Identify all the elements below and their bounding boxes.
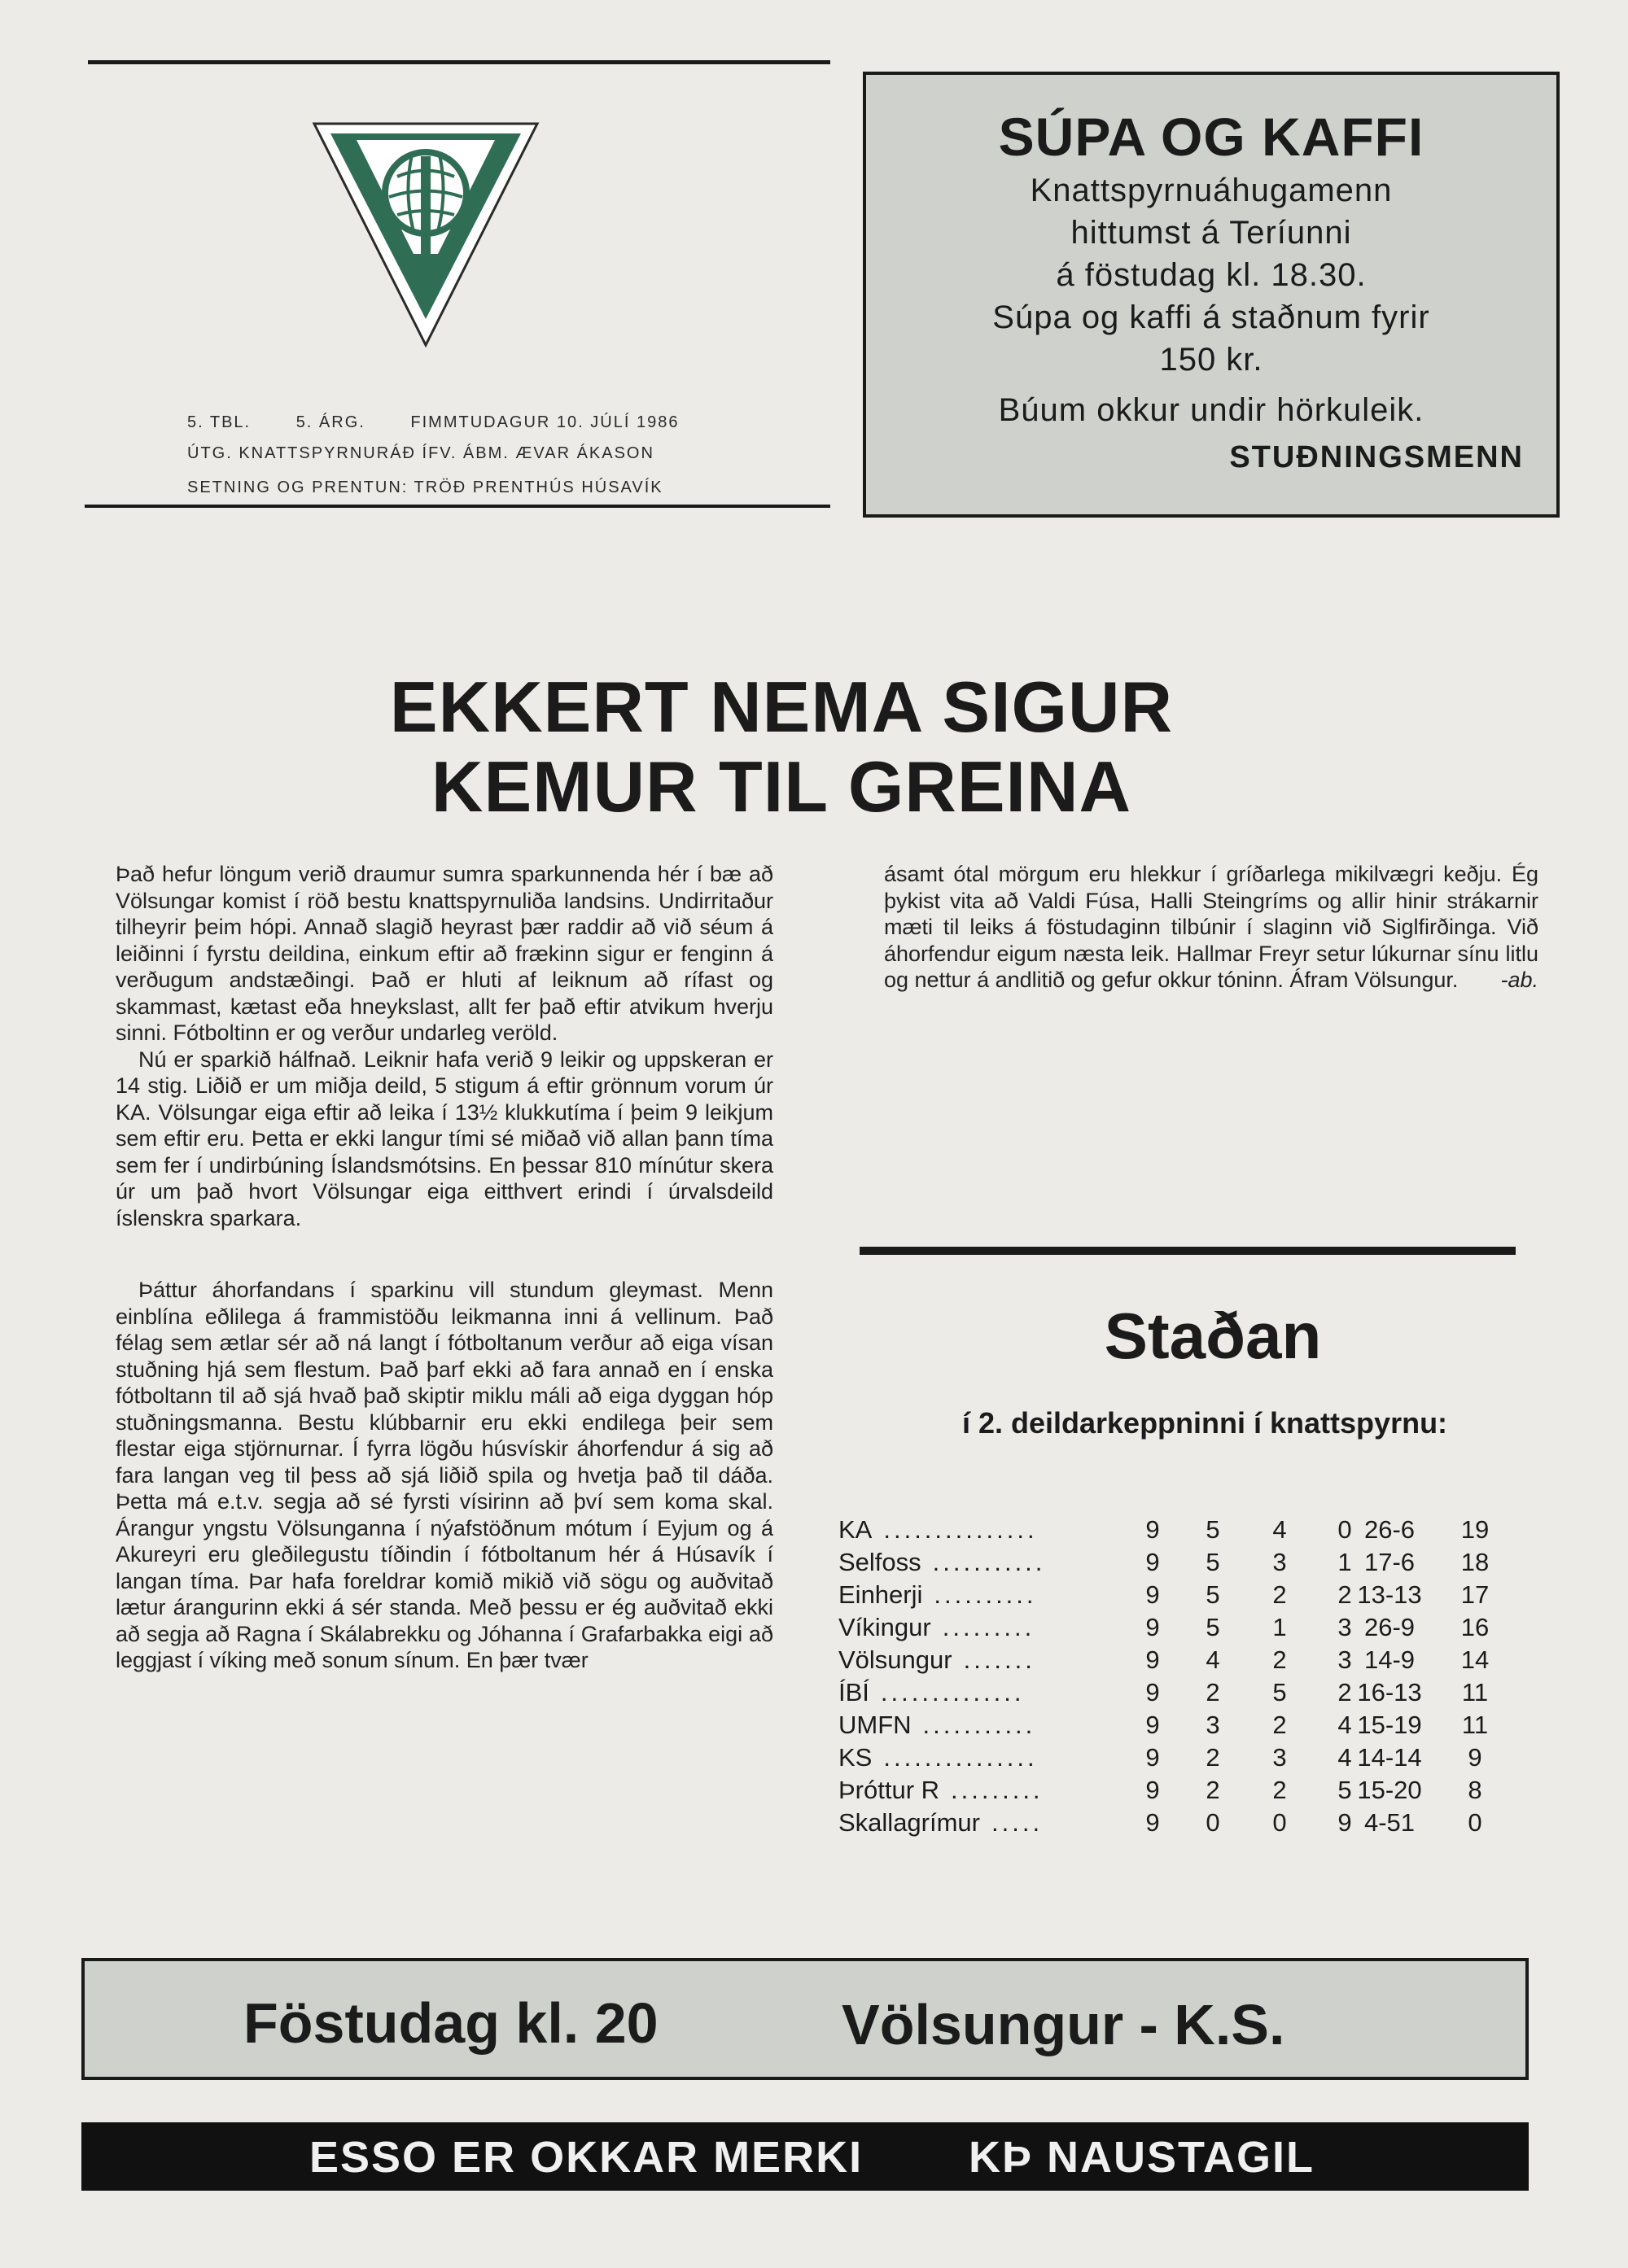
standings-cell-pts: 18: [1460, 1548, 1490, 1576]
masthead-volume: 5. ÁRG.: [295, 413, 365, 431]
standings-leader-dots: ..........: [934, 1580, 1037, 1609]
ad-title: SÚPA OG KAFFI: [998, 107, 1424, 167]
standings-cell-d: 2: [1272, 1776, 1287, 1804]
standings-cell-l: 1: [1337, 1548, 1352, 1576]
standings-cell-l: 4: [1337, 1711, 1352, 1739]
standings-cell-p: 9: [1145, 1711, 1160, 1739]
ad-line: Knattspyrnuáhugamenn: [1030, 173, 1393, 208]
standings-subtitle: í 2. deildarkeppninni í knattspyrnu:: [961, 1406, 1448, 1440]
standings-row: [838, 1548, 1522, 1580]
club-logo: [308, 116, 544, 352]
standings-cell-goals: 17-6: [1363, 1548, 1416, 1576]
standings-cell-pts: 17: [1460, 1580, 1490, 1609]
standings-row: [838, 1678, 1522, 1711]
standings-cell-d: 4: [1272, 1515, 1287, 1544]
standings-cell-w: 0: [1206, 1808, 1220, 1837]
standings-cell-pts: 11: [1461, 1678, 1489, 1706]
standings-cell-goals: 16-13: [1357, 1678, 1422, 1706]
masthead-printer-line: SETNING OG PRENTUN: TRÖÐ PRENTHÚS HÚSAVÍK: [187, 479, 663, 496]
standings-leader-dots: ...........: [932, 1548, 1046, 1576]
standings-row: [838, 1808, 1522, 1841]
ad-signature: STUÐNINGSMENN: [1229, 440, 1524, 474]
ad-line: 150 kr.: [1159, 342, 1263, 378]
standings-cell-d: 5: [1272, 1678, 1287, 1706]
standings-cell-l: 5: [1337, 1776, 1352, 1804]
standings-cell-goals: 26-9: [1363, 1613, 1416, 1641]
article-paragraph: Þáttur áhorfandans í sparkinu vill stundum gleymast. Menn einblína eðlilega á frammistöðu leikmanna inni á vellinum. Það félag sem ætlar sér að ná langt í fótboltanum verður að eiga vísan stuðning hjá sem flestum. Það þarf ekki að fara annað en í enska fótboltann til að sjá hvað það skiptir miklu máli að eiga dyggan hóp stuðningsmanna. Bestu klúbbarnir eru ekki endilega þeir sem flestar eiga stjörnurnar. Í fyrra lögðu húsvískir áhorfendur á sig að fara langan veg til þess að sjá liðið spila og hvetja það til dáða. Þetta má e.t.v. segja að sé fyrsti vísirinn að því sem koma skal. Árangur yngstu Völsunganna í nýafstöðnum mótum í Eyjum og á Akureyri eru gleðilegustu tíðindin í fótboltanum hér á Húsavík í langan tíma. Þar hafa foreldrar komið mikið við sögu og auðvitað lætur árangurinn ekki á sér standa. Með þessu er ég auðvitað ekki að segja að Ragna í Skálabrekku og Jóhanna í Grafarbakka eigi að leggjast í víking með sonum sínum. En þær tvær: [116, 1278, 773, 1672]
article-paragraph: Nú er sparkið hálfnað. Leiknir hafa verið 9 leikir og uppskeran er 14 stig. Liðið er um miðja deild, 5 stigum á eftir grönnum vorum úr KA. Völsungar eiga eftir að leika í 13½ klukkutíma í þeim 9 leikjum sem eftir eru. Þetta er ekki langur tími sé miðað við allan þann tíma sem fer í undirbúning Íslandsmótsins. En þessar 810 mínútur skera úr um það hvort Völsungar eiga eitthvert erindi í úrvalsdeild íslenskra sparkara.: [116, 1047, 773, 1230]
standings-row: [838, 1613, 1522, 1645]
match-teams: Völsungur - K.S.: [842, 1993, 1285, 2056]
standings-row: [838, 1515, 1522, 1548]
standings-cell-w: 2: [1206, 1743, 1220, 1772]
standings-cell-w: 2: [1206, 1776, 1220, 1804]
standings-cell-w: 4: [1206, 1645, 1220, 1674]
article-right-column: [884, 861, 1538, 994]
ad-body: [866, 169, 1556, 381]
sponsor-footer-bar: [81, 2122, 1529, 2191]
standings-team: Skallagrímur: [838, 1808, 980, 1837]
standings-cell-p: 9: [1145, 1548, 1160, 1576]
standings-team: UMFN: [838, 1711, 912, 1739]
standings-cell-w: 5: [1206, 1515, 1220, 1544]
ad-line: á föstudag kl. 18.30.: [1056, 257, 1367, 293]
standings-cell-l: 3: [1337, 1613, 1352, 1641]
standings-leader-dots: .......: [963, 1645, 1035, 1674]
masthead-date: FIMMTUDAGUR 10. JÚLÍ 1986: [410, 413, 680, 431]
standings-cell-p: 9: [1145, 1515, 1160, 1544]
standings-leader-dots: .........: [942, 1613, 1035, 1641]
article-paragraph-text: ásamt ótal mörgum eru hlekkur í gríðarlega mikilvægri keðju. Ég þykist vita að Valdi Fúsa, Halli Steingríms og allir hinir strákarnir mæti til leiks á föstudaginn tilbúnir í slaginn við Siglfirðinga. Við áhorfendur eigum næsta leik. Hallmar Freyr setur lúkurnar sínu litlu og nettur á andlitið og gefur okkur tóninn. Áfram Völsungur.: [884, 862, 1538, 992]
standings-cell-d: 1: [1272, 1613, 1287, 1641]
standings-leader-dots: ..............: [880, 1678, 1025, 1706]
standings-cell-pts: 0: [1468, 1808, 1482, 1837]
standings-cell-l: 4: [1337, 1743, 1352, 1772]
match-time: Föstudag kl. 20: [243, 1991, 659, 2055]
standings-cell-goals: 14-14: [1357, 1743, 1422, 1772]
standings-cell-p: 9: [1145, 1645, 1160, 1674]
soup-coffee-ad: [863, 72, 1560, 518]
standings-cell-d: 3: [1272, 1743, 1287, 1772]
next-match-box: [81, 1958, 1529, 2080]
standings-cell-p: 9: [1145, 1743, 1160, 1772]
headline-line-2: KEMUR TIL GREINA: [431, 746, 1132, 827]
standings-cell-pts: 9: [1468, 1743, 1482, 1772]
ad-tagline: Búum okkur undir hörkuleik.: [998, 392, 1424, 428]
standings-title: Staðan: [1104, 1300, 1322, 1372]
masthead-bottom-rule: [85, 505, 830, 508]
standings-cell-pts: 16: [1460, 1613, 1490, 1641]
ad-line: hittumst á Teríunni: [1070, 215, 1352, 251]
standings-cell-w: 3: [1206, 1711, 1220, 1739]
article-signature: -ab.: [1500, 968, 1538, 992]
standings-cell-goals: 4-51: [1363, 1808, 1416, 1837]
standings-cell-goals: 13-13: [1357, 1580, 1422, 1609]
standings-cell-pts: 11: [1461, 1711, 1489, 1739]
standings-team: ÍBÍ: [838, 1678, 869, 1706]
standings-cell-p: 9: [1145, 1580, 1160, 1609]
standings-leader-dots: ...............: [883, 1515, 1038, 1544]
standings-cell-pts: 19: [1460, 1515, 1490, 1544]
standings-row: [838, 1645, 1522, 1678]
article-paragraph-continued: [884, 861, 1538, 994]
standings-team: Völsungur: [838, 1645, 952, 1674]
standings-row: [838, 1580, 1522, 1613]
standings-cell-w: 5: [1206, 1613, 1220, 1641]
standings-cell-goals: 15-19: [1357, 1711, 1422, 1739]
standings-cell-l: 2: [1337, 1678, 1352, 1706]
standings-cell-goals: 14-9: [1363, 1645, 1416, 1674]
standings-team: Selfoss: [838, 1548, 921, 1576]
headline-line-1: EKKERT NEMA SIGUR: [389, 666, 1174, 747]
standings-cell-d: 2: [1272, 1711, 1287, 1739]
standings-cell-goals: 15-20: [1357, 1776, 1422, 1804]
masthead-issue-number: 5. TBL.: [187, 413, 252, 431]
masthead-top-rule: [88, 60, 830, 64]
standings-cell-d: 3: [1272, 1548, 1287, 1576]
standings-cell-w: 5: [1206, 1580, 1220, 1609]
standings-team: KS: [838, 1743, 873, 1772]
footer-sponsor-right: KÞ NAUSTAGIL: [969, 2133, 1315, 2182]
article-left-column: [116, 861, 773, 1674]
standings-team: Þróttur R: [838, 1776, 940, 1804]
footer-sponsor-left: ESSO ER OKKAR MERKI: [309, 2133, 864, 2182]
standings-cell-l: 0: [1337, 1515, 1352, 1544]
standings-top-rule: [860, 1247, 1516, 1255]
standings-cell-l: 2: [1337, 1580, 1352, 1609]
standings-row: [838, 1743, 1522, 1776]
standings-leader-dots: .........: [951, 1776, 1044, 1804]
standings-team: KA: [838, 1515, 873, 1544]
standings-cell-w: 2: [1206, 1678, 1220, 1706]
standings-cell-p: 9: [1145, 1808, 1160, 1837]
standings-leader-dots: ...........: [922, 1711, 1036, 1739]
masthead-issue-line: [187, 413, 679, 432]
standings-cell-p: 9: [1145, 1613, 1160, 1641]
standings-cell-pts: 8: [1468, 1776, 1482, 1804]
standings-leader-dots: ...............: [883, 1743, 1038, 1772]
standings-cell-l: 9: [1337, 1808, 1352, 1837]
standings-cell-goals: 26-6: [1363, 1515, 1416, 1544]
masthead-publisher-line: ÚTG. KNATTSPYRNURÁÐ ÍFV. ÁBM. ÆVAR ÁKASON: [187, 444, 654, 462]
standings-cell-p: 9: [1145, 1776, 1160, 1804]
article-headline: [244, 667, 1319, 827]
standings-row: [838, 1776, 1522, 1808]
standings-leader-dots: .....: [991, 1808, 1044, 1837]
standings-cell-d: 2: [1272, 1645, 1287, 1674]
standings-cell-p: 9: [1145, 1678, 1160, 1706]
standings-cell-pts: 14: [1460, 1645, 1490, 1674]
standings-row: [838, 1711, 1522, 1743]
ad-line: Súpa og kaffi á staðnum fyrir: [992, 299, 1430, 335]
standings-cell-l: 3: [1337, 1645, 1352, 1674]
standings-team: Einherji: [838, 1580, 923, 1609]
standings-team: Víkingur: [838, 1613, 931, 1641]
article-paragraph: Það hefur löngum verið draumur sumra sparkunnenda hér í bæ að Völsungar komist í röð bestu knattspyrnuliða landsins. Undirritaður tilheyrir þeim hópi. Annað slagið heyrast þær raddir að við séum á leiðinni í fyrstu deildina, einkum eftir að frækinn sigur er fenginn á verðugum andstæðingi. Það er hluti af leiknum að rífast og skammast, kætast eða hneykslast, allt fer það eftir atvikum hverju sinni. Fótboltinn er og verður undarleg veröld.: [116, 862, 773, 1045]
standings-cell-w: 5: [1206, 1548, 1220, 1576]
standings-cell-d: 0: [1272, 1808, 1287, 1837]
standings-cell-d: 2: [1272, 1580, 1287, 1609]
